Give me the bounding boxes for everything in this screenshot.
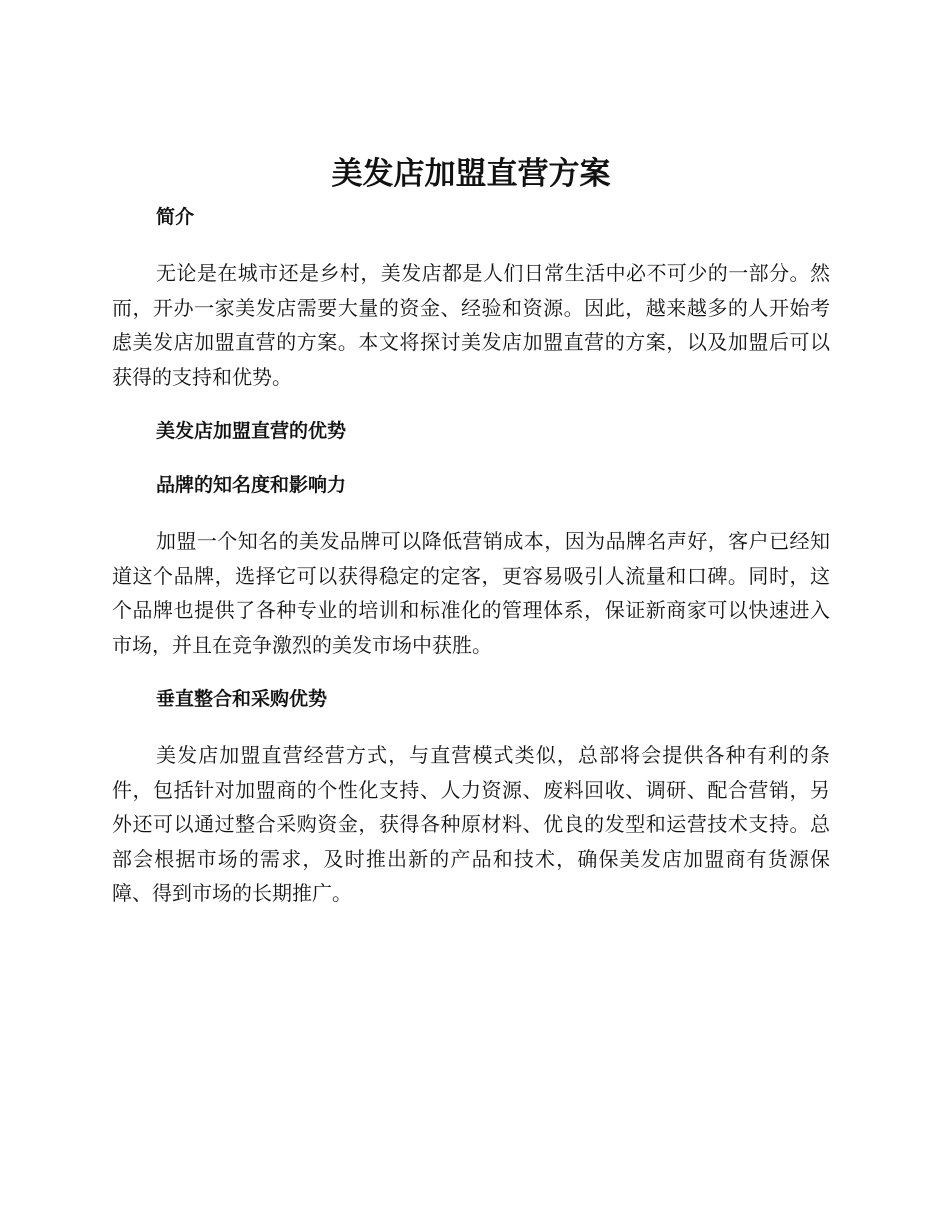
vertical-paragraph: 美发店加盟直营经营方式，与直营模式类似，总部将会提供各种有利的条件，包括针对加盟商的个性化支持、人力资源、废料回收、调研、配合营销，另外还可以通过整合采购资金，获得各种原材料、优良的发型和运营技术支持。总部会根据市场的需求，及时推出新的产品和技术，确保美发店加盟商有货源保障、得到市场的长期推广。 bbox=[112, 743, 830, 905]
brand-heading: 品牌的知名度和影响力 bbox=[156, 474, 347, 496]
brand-paragraph: 加盟一个知名的美发品牌可以降低营销成本，因为品牌名声好，客户已经知道这个品牌，选择它可以获得稳定的定客，更容易吸引人流量和口碑。同时，这个品牌也提供了各种专业的培训和标准化的管理体系，保证新商家可以快速进入市场，并且在竞争激烈的美发市场中获胜。 bbox=[112, 529, 830, 657]
intro-heading: 简介 bbox=[156, 206, 195, 228]
document-title: 美发店加盟直营方案 bbox=[331, 156, 611, 192]
document-body bbox=[112, 148, 830, 911]
advantages-heading: 美发店加盟直营的优势 bbox=[156, 420, 347, 442]
vertical-heading: 垂直整合和采购优势 bbox=[156, 688, 328, 710]
intro-paragraph: 无论是在城市还是乡村，美发店都是人们日常生活中必不可少的一部分。然而，开办一家美发店需要大量的资金、经验和资源。因此，越来越多的人开始考虑美发店加盟直营的方案。本文将探讨美发店加盟直营的方案，以及加盟后可以获得的支持和优势。 bbox=[112, 261, 830, 389]
